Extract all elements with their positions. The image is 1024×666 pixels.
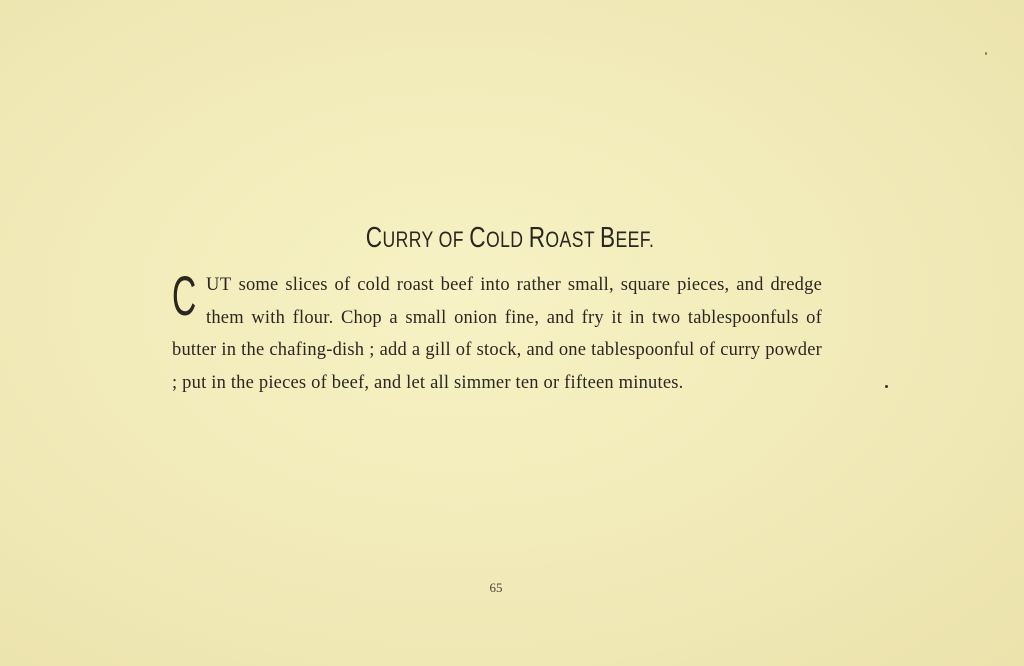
lead-caps: UT: [206, 275, 232, 295]
drop-cap: C: [172, 264, 197, 327]
title-initial: C: [365, 222, 383, 254]
title-part-3: OAST: [545, 227, 600, 252]
title-initial-4: B: [599, 222, 616, 254]
title-initial-3: R: [528, 222, 546, 254]
recipe-body: [172, 264, 822, 399]
paper-speck: [985, 52, 987, 55]
recipe-text: some slices of cold roast beef into rather small, square pieces, and dredge them with flour. Chop a small onion fine, and fry it in two tablespoonfuls of butter in the chafing-dish ; add a gill of stock, and one tablespoonful of curry powder ; put in the pieces of beef, and let all simmer ten or fifteen minutes.: [172, 275, 822, 393]
title-part-4: EEF.: [615, 227, 655, 252]
title-initial-2: C: [469, 222, 486, 254]
recipe-title: [111, 222, 910, 255]
page-number: 65: [489, 580, 503, 595]
title-part-2: OLD: [485, 227, 529, 252]
paper-speck: [885, 385, 888, 388]
title-part-1: URRY OF: [382, 227, 470, 252]
